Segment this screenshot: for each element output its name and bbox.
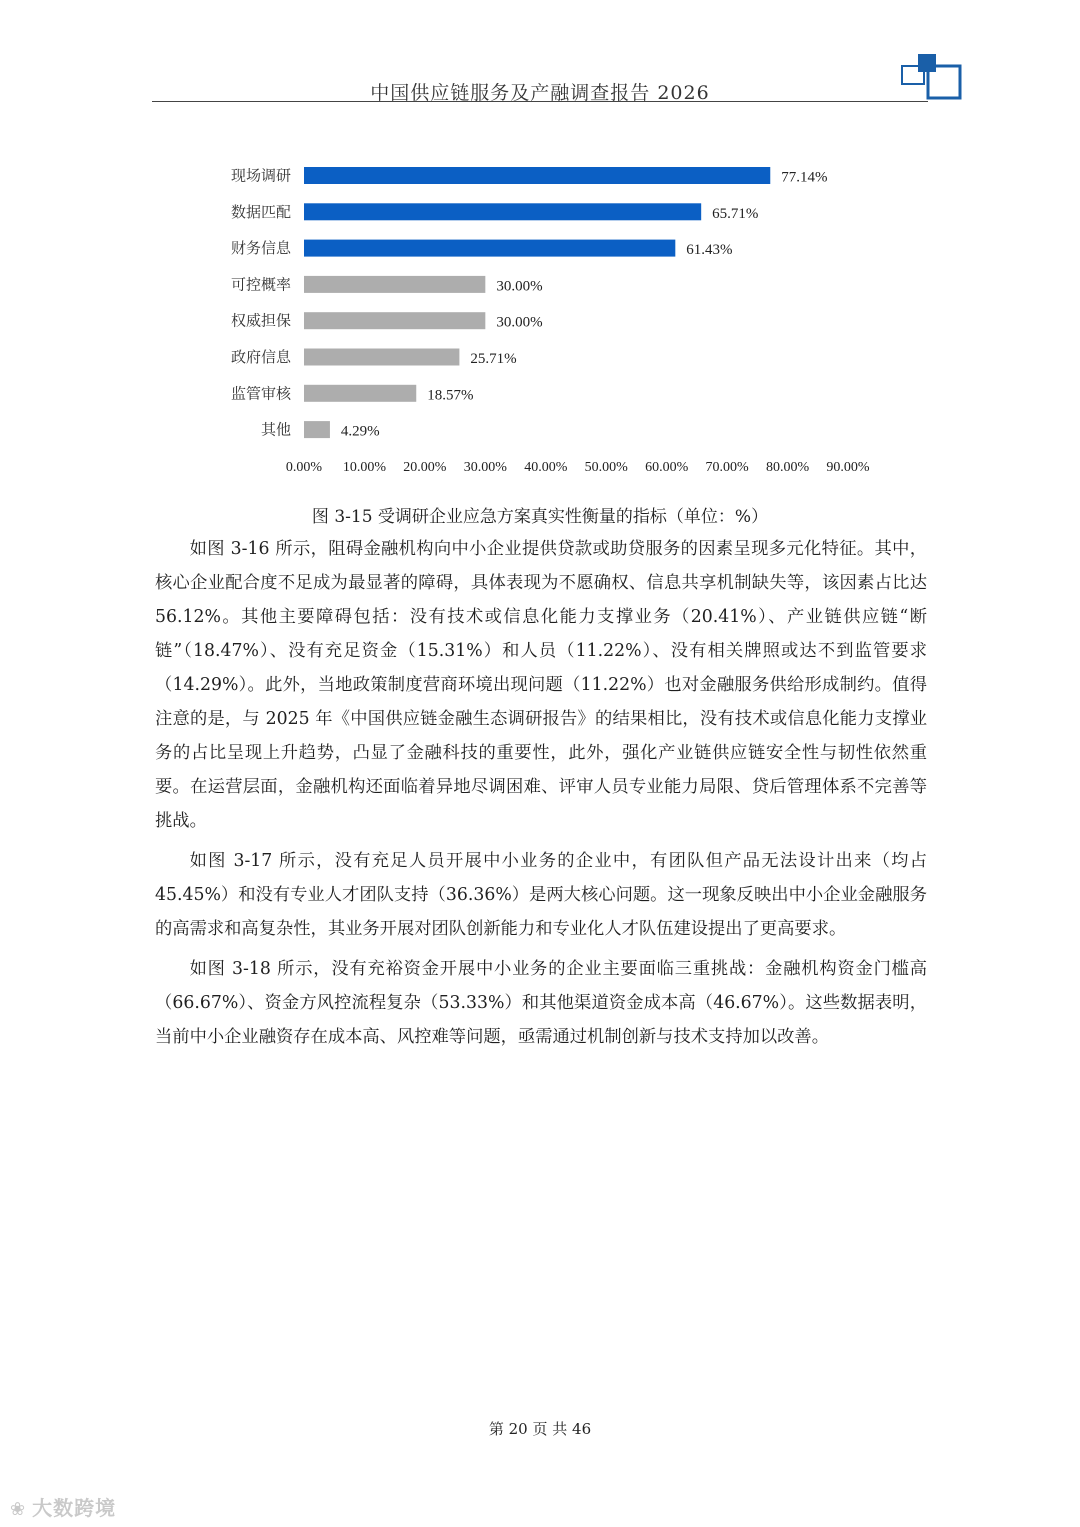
data-label: 77.14% [781,169,828,186]
data-label: 30.00% [496,314,543,331]
category-label: 财务信息 [230,239,291,258]
data-label: 61.43% [686,242,733,259]
data-label: 25.71% [470,351,517,367]
bar [304,349,459,366]
paragraph-figure-3-18: 如图 3-18 所示，没有充裕资金开展中小业务的企业主要面临三重挑战：金融机构资金门槛高（66.67%）、资金方风控流程复杂（53.33%）和其他渠道资金成本高（46.67%）。这些数据表明，当前中小企业融资存在成本高、风控难等问题，亟需通过机制创新与技术支持加以改善。 [155,959,927,1047]
x-tick-label: 0.00% [285,460,323,475]
bar-chart-svg [150,155,930,485]
category-label: 政府信息 [230,348,291,366]
x-tick-label: 90.00% [826,460,870,475]
data-label: 18.57% [427,387,474,404]
page-number: 第 20 页 共 46 [488,1420,592,1438]
x-tick-label: 30.00% [463,460,507,475]
bar [304,276,485,293]
page-header-title: 中国供应链服务及产融调查报告 2026 [370,82,710,104]
x-tick-label: 70.00% [705,460,749,475]
data-label: 4.29% [340,423,380,440]
category-label: 其他 [260,420,291,439]
bar [304,240,675,257]
bar [304,203,701,220]
body-text [155,532,927,1060]
figure-caption: 图 3-15 受调研企业应急方案真实性衡量的指标（单位：%） [311,507,769,527]
data-label: 65.71% [712,205,759,222]
watermark [10,1492,116,1521]
paragraph-figure-3-16: 如图 3-16 所示，阻碍金融机构向中小企业提供贷款或助贷服务的因素呈现多元化特征。其中，核心企业配合度不足成为最显著的障碍，具体表现为不愿确权、信息共享机制缺失等，该因素占比达 56.12%。其他主要障碍包括：没有技术或信息化能力支撑业务（20.41%）、产业链供应链“断链”（18.47%）、没有充足资金（15.31%）和人员（11.22%）、没有相关牌照或达不到监管要求（14.29%）。此外，当地政策制度营商环境出现问题（11.22%）也对金融服务供给形成制约。值得注意的是，与 2025 年《中国供应链金融生态调研报告》的结果相比，没有技术或信息化能力支撑业务的占比呈现上升趋势，凸显了金融科技的重要性，此外，强化产业链供应链安全性与韧性依然重要。在运营层面，金融机构还面临着异地尽调困难、评审人员专业能力局限、贷后管理体系不完善等挑战。 [155,539,927,831]
indicator-bar-chart [150,155,930,485]
category-label: 现场调研 [230,166,291,185]
watermark-logo-icon: ❀ [10,1499,27,1520]
bar [304,167,770,184]
header-divider [152,101,928,102]
x-tick-label: 50.00% [584,460,628,475]
x-tick-label: 10.00% [342,460,387,475]
bar [304,312,485,329]
paragraph-figure-3-17: 如图 3-17 所示，没有充足人员开展中小业务的企业中，有团队但产品无法设计出来（均占 45.45%）和没有专业人才团队支持（36.36%）是两大核心问题。这一现象反映出中小企业金融服务的高需求和高复杂性，其业务开展对团队创新能力和专业化人才队伍建设提出了更高要求。 [155,851,927,939]
x-tick-label: 40.00% [524,460,568,475]
bar [304,385,416,402]
x-tick-label: 80.00% [765,460,810,475]
x-tick-label: 20.00% [403,460,447,475]
category-label: 数据匹配 [230,202,291,221]
report-logo-icon [900,52,964,102]
watermark-text: 大数跨境 [32,1496,117,1520]
data-label: 30.00% [496,278,543,295]
category-label: 可控概率 [230,275,291,294]
category-label: 监管审核 [230,384,291,403]
x-tick-label: 60.00% [645,460,689,475]
bar [304,421,330,438]
category-label: 权威担保 [230,311,291,330]
